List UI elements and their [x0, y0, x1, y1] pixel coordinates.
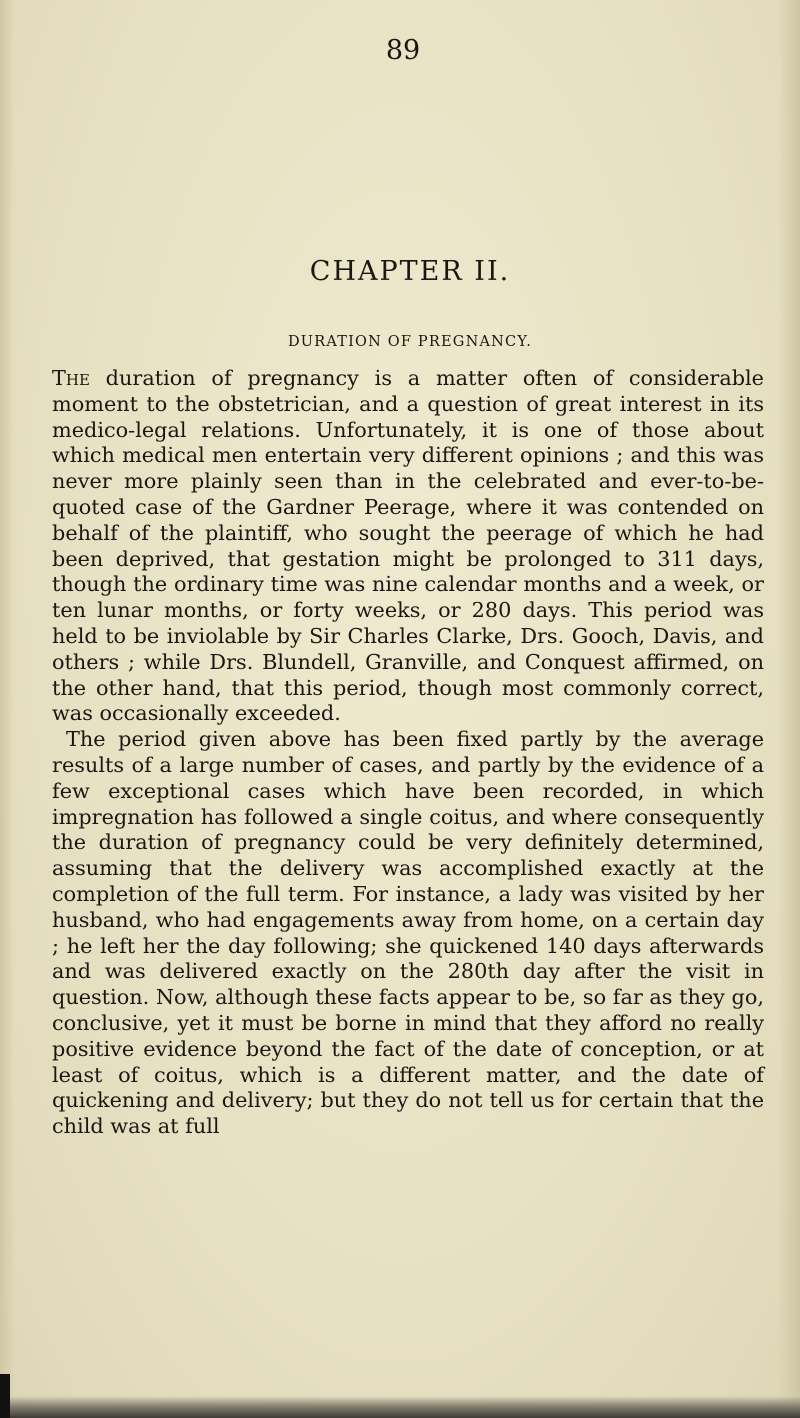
page-edge-left: [0, 0, 14, 1418]
page-edge-right: [778, 0, 800, 1418]
page-corner-mark: [0, 1374, 10, 1418]
page-bottom-shadow: [0, 1396, 800, 1418]
paragraph-1: [52, 366, 764, 727]
chapter-title: CHAPTER II.: [309, 256, 511, 287]
paragraph-2: [52, 727, 764, 1140]
paragraph-1-text: duration of pregnancy is a matter often of considerable moment to the obstetrician, and a question of great interest in its medico-legal relations. Unfortunately, it is one of those about which medical men entertain very different opinions ; and this was never more plainly seen than in the celebrated and ever-to-be-quoted case of the Gardner Peerage, where it was contended on behalf of the plaintiff, who sought the peerage of which he had been deprived, that gestation might be prolonged to 311 days, though the ordinary time was nine calendar months and a week, or ten lunar months, or forty weeks, or 280 days. This period was held to be inviolable by Sir Charles Clarke, Drs. Gooch, Davis, and others ; while Drs. Blundell, Granville, and Conquest affirmed, on the other hand, that this period, though most commonly correct, was occasionally exceeded.: [52, 366, 764, 726]
paragraph-2-text: The period given above has been fixed partly by the average results of a large number of cases, and partly by the evidence of a few exceptional cases which have been recorded, in which impregnation has followed a single coitus, and where consequently the duration of pregnancy could be very definitely determined, assuming that the delivery was accomplished exactly at the completion of the full term. For instance, a lady was visited by her husband, who had engagements away from home, on a certain day ; he left her the day following; she quickened 140 days afterwards and was delivered exactly on the 280th day after the visit in question. Now, although these facts appear to be, so far as they go, conclusive, yet it must be borne in mind that they afford no really positive evidence beyond the fact of the date of conception, or at least of coitus, which is a different matter, and the date of quickening and delivery; but they do not tell us for certain that the child was at full: [52, 727, 764, 1139]
paragraph-lead-word: The: [52, 366, 90, 390]
body-text: [52, 366, 764, 1140]
section-title: DURATION OF PREGNANCY.: [287, 334, 533, 350]
page-number: 89: [385, 35, 421, 66]
